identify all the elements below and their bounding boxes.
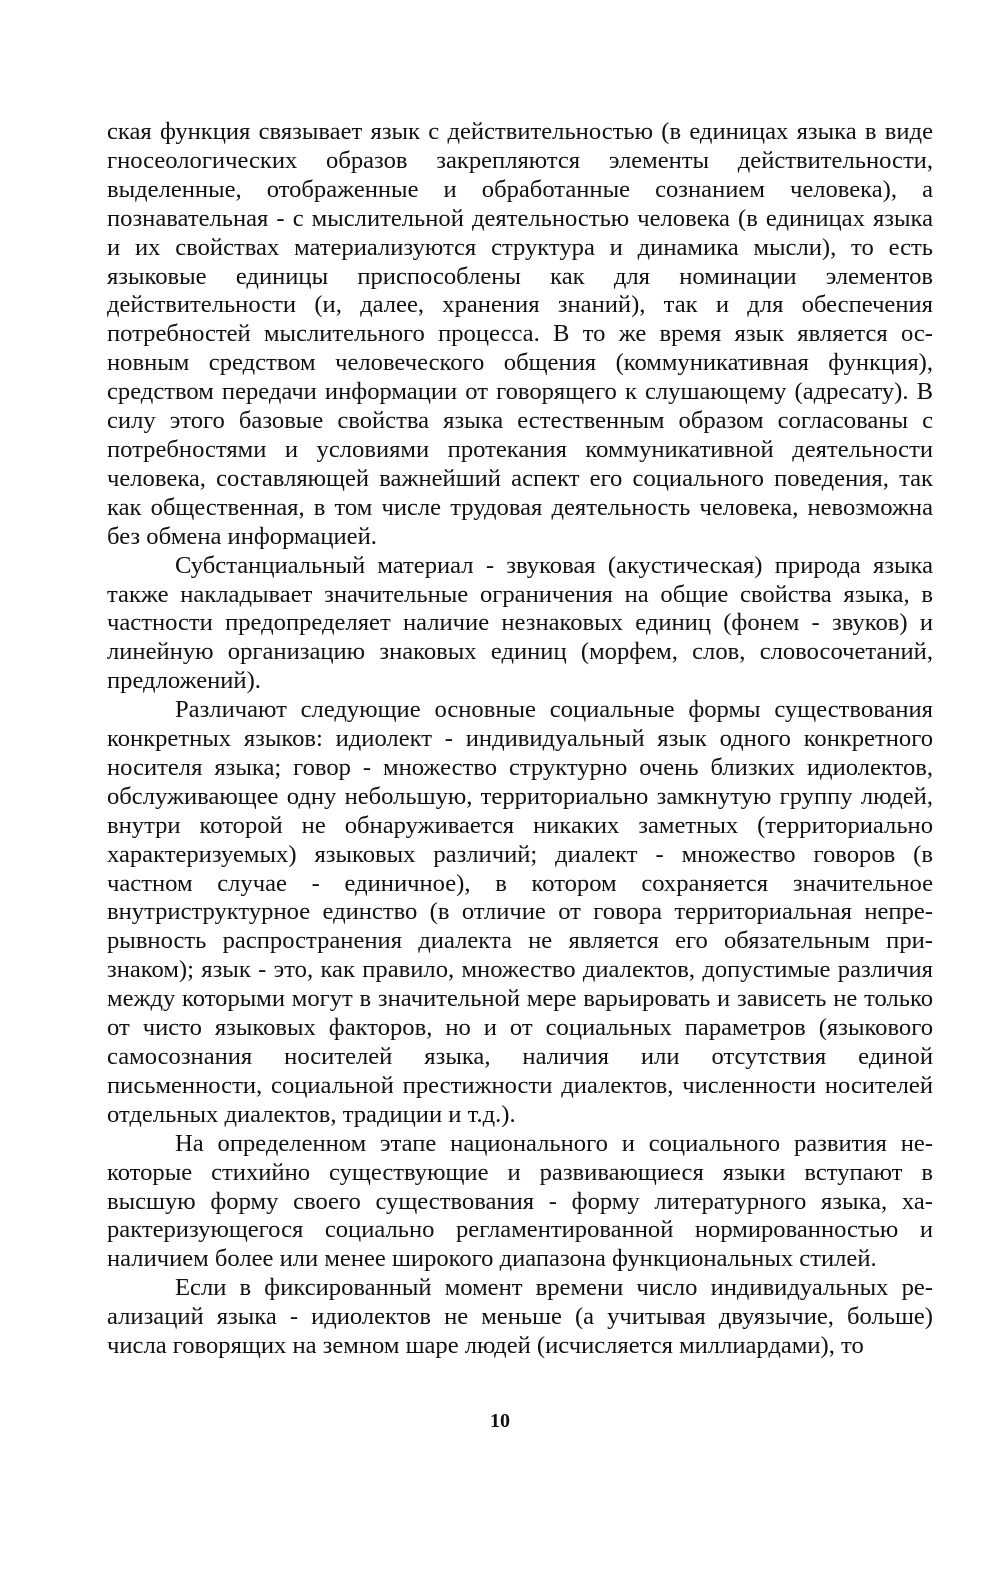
page-number: 10 [490, 1410, 510, 1432]
paragraph-idiolects: Если в фиксированный момент времени число индивидуальных реализаций языка - идиолектов не меньше (а учитывая двуязычие, больше) числа говорящих на земном шаре людей (исчисляется миллиардами), то [107, 1274, 933, 1360]
paragraph-social-forms: Различают следующие основные социальные формы существования конкретных языков: идиолект - индивидуальный язык одного конкретного носителя языка; говор - множество структурно очень близких идиолектов, обслуживающее одну небольшую, территориально замкнутую группу людей, внутри которой не обнаруживается никаких заметных (территориально характеризуемых) языковых различий; диалект - множество говоров (в частном случае - единичное), в котором сохраняется значительное внутриструктурное единство (в отличие от говора территориальная непрерывность распространения диалекта не является его обязательным признаком); язык - это, как правило, множество диалектов, допустимые различия между которыми могут в значительной мере варьировать и зависеть не только от чисто языковых факторов, но и от социальных параметров (языкового самосознания носителей языка, наличия или отсутствия единой письменности, социальной престижности диалектов, численности носителей отдельных диалектов, традиции и т.д.). [107, 696, 933, 1128]
paragraph-substance: Субстанциальный материал - звуковая (акустическая) природа языка также накладывает значительные ограничения на общие свойства языка, в частности предопределяет наличие незнаковых единиц (фонем - звуков) и линейную организацию знаковых единиц (морфем, слов, словосочетаний, предложений). [107, 551, 933, 695]
paragraph-functions: ская функция связывает язык с действительностью (в единицах языка в виде гносеологических образов закрепляются элементы действительности, выделенные, отображенные и обработанные сознанием человека), а познавательная - с мыслительной деятельностью человека (в единицах языка и их свойствах материализуются структура и динамика мысли), то есть языковые единицы приспособлены как для номинации элементов действительности (и, далее, хранения знаний), так и для обеспечения потребностей мыслительного процесса. В то же время язык является основным средством человеческого общения (коммуникативная функция), средством передачи информации от говорящего к слушающему (адресату). В силу этого базовые свойства языка естественным образом согласованы с потребностями и условиями протекания коммуникативной деятельности человека, составляющей важнейший аспект его социального поведения, так как общественная, в том числе трудовая деятельность человека, невозможна без обмена информацией. [107, 118, 933, 550]
paragraph-literary-language: На определенном этапе национального и социального развития некоторые стихийно существующие и развивающиеся языки вступают в высшую форму своего существования - форму литературного языка, характеризующегося социально регламентированной нормированностью и наличием более или менее широкого диапазона функциональных стилей. [107, 1129, 933, 1273]
page-body [107, 118, 933, 1361]
